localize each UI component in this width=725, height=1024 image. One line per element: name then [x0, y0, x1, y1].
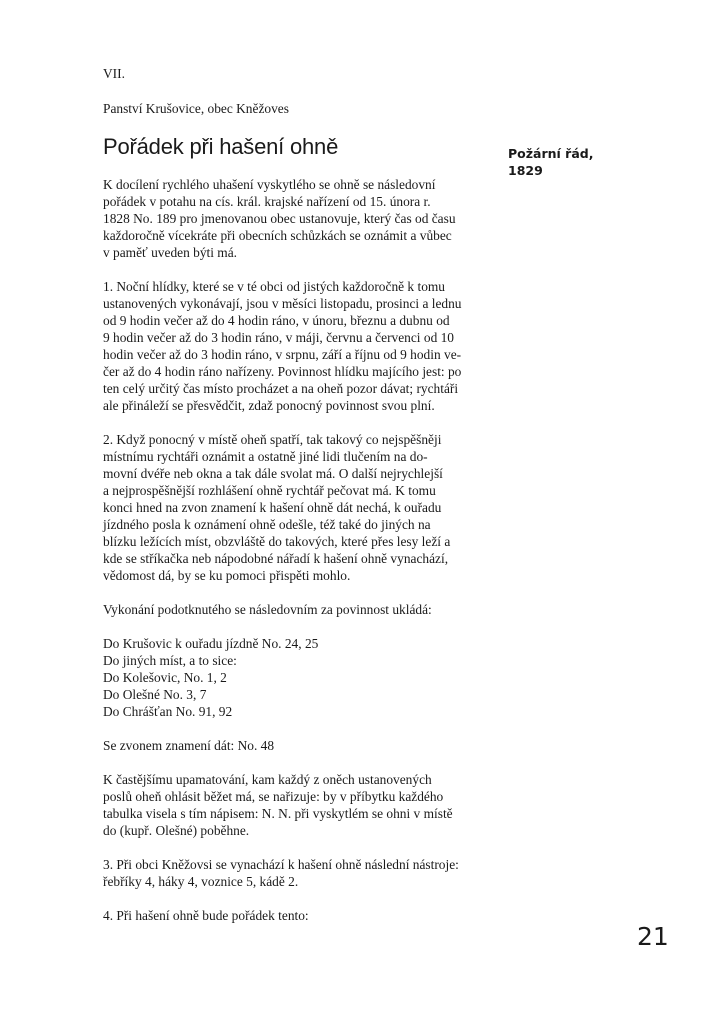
main-text-column	[103, 65, 488, 941]
text-line: vědomost dá, by se ku pomoci přispěti mohlo.	[103, 568, 351, 583]
chapter-number: VII.	[103, 66, 125, 81]
text-line: hodin večer až do 3 hodin ráno, v srpnu, září a říjnu od 9 hodin ve-	[103, 347, 462, 362]
text-line: ustanovených vykonávají, jsou v měsíci listopadu, prosinci a lednu	[103, 296, 462, 311]
paragraph-duties: Vykonání podotknutého se následovním za povinnost ukládá:	[103, 602, 432, 617]
estate-heading: Panství Krušovice, obec Kněžoves	[103, 101, 289, 116]
text-line: 3. Při obci Kněžovsi se vynachází k hašení ohně následní nástroje:	[103, 857, 459, 872]
list-item: Do Krušovic k ouřadu jízdně No. 24, 25	[103, 636, 319, 651]
list-item: Do Olešné No. 3, 7	[103, 687, 207, 702]
text-line: a nejprospěšnější rozhlášení ohně rychtář pečovat má. K tomu	[103, 483, 436, 498]
text-line: konci hned na zvon znamení k hašení ohně dát nechá, k ouřadu	[103, 500, 442, 515]
text-line: místnímu rychtáři oznámit a ostatně jiné lidi tlučením na do-	[103, 449, 428, 464]
paragraph-1-night-watch	[103, 278, 488, 414]
intro-paragraph	[103, 176, 488, 261]
text-line: 1828 No. 189 pro jmenovanou obec ustanovuje, který čas od času	[103, 211, 456, 226]
text-line: movní dvéře neb okna a tak dále svolat má. O další nejrychlejší	[103, 466, 443, 481]
text-line: 9 hodin večer až do 3 hodin ráno, v máji, červnu a červenci od 10	[103, 330, 455, 345]
margin-note-year: 1829	[508, 163, 543, 178]
paragraph-2-fire-alarm	[103, 431, 488, 584]
text-line: v paměť uveden býti má.	[103, 245, 238, 260]
paragraph-4-order: 4. Při hašení ohně bude pořádek tento:	[103, 908, 309, 923]
text-line: od 9 hodin večer až do 4 hodin ráno, v únoru, březnu a dubnu od	[103, 313, 450, 328]
text-line: K docílení rychlého uhašení vyskytlého se ohně se následovní	[103, 177, 436, 192]
margin-note-title: Požární řád,	[508, 146, 594, 161]
text-line: čer až do 4 hodin ráno nařízeny. Povinnost hlídku majícího jest: po	[103, 364, 462, 379]
messenger-list	[103, 635, 488, 720]
text-line: 2. Když ponocný v místě oheň spatří, tak takový co nejspěšněji	[103, 432, 442, 447]
text-line: jízdného posla k oznámení ohně odešle, též také do jiných na	[103, 517, 431, 532]
text-line: ale přináleží se přesvědčit, zdaž ponocný povinnost svou plní.	[103, 398, 435, 413]
text-line: tabulka visela s tím nápisem: N. N. při vyskytlém se ohni v místě	[103, 806, 453, 821]
text-line: kde se stříkačka neb nápodobné nářadí k hašení ohně vynachází,	[103, 551, 449, 566]
text-line: řebříky 4, háky 4, voznice 5, kádě 2.	[103, 874, 299, 889]
margin-note	[508, 145, 628, 179]
page-number: 21	[637, 922, 669, 951]
text-line: ten celý určitý čas místo procházet a na oheň pozor dávat; rychtáři	[103, 381, 459, 396]
paragraph-reminder	[103, 771, 488, 839]
list-item: Do jiných míst, a to sice:	[103, 653, 237, 668]
paragraph-bell-signal: Se zvonem znamení dát: No. 48	[103, 738, 275, 753]
text-line: každoročně vícekráte při obecních schůzkách se oznámit a vůbec	[103, 228, 452, 243]
text-line: poslů oheň ohlásit běžet má, se nařizuje: by v příbytku každého	[103, 789, 444, 804]
text-line: 1. Noční hlídky, které se v té obci od jistých každoročně k tomu	[103, 279, 445, 294]
list-item: Do Chrášťan No. 91, 92	[103, 704, 233, 719]
paragraph-3-equipment	[103, 856, 488, 890]
list-item: Do Kolešovic, No. 1, 2	[103, 670, 227, 685]
document-title: Pořádek při hašení ohně	[103, 134, 339, 159]
text-line: blízku ležících míst, obzvláště do takových, které přes lesy leží a	[103, 534, 451, 549]
text-line: pořádek v potahu na cís. král. krajské nařízení od 15. února r.	[103, 194, 431, 209]
text-line: do (kupř. Olešné) poběhne.	[103, 823, 250, 838]
text-line: K častějšímu upamatování, kam každý z oněch ustanovených	[103, 772, 432, 787]
